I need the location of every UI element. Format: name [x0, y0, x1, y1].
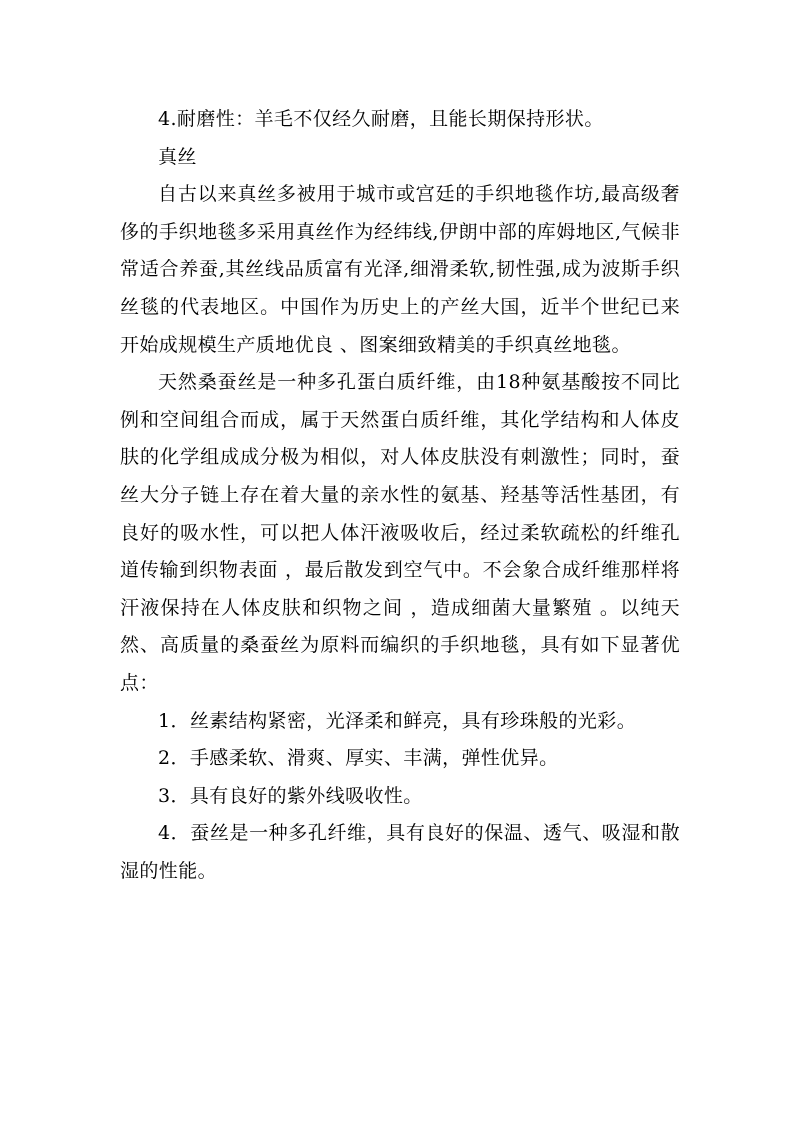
paragraph-wool-abrasion: 4.耐磨性：羊毛不仅经久耐磨，且能长期保持形状。 [158, 108, 604, 130]
paragraph-mulberry-silk: 天然桑蚕丝是一种多孔蛋白质纤维，由18种氨基酸按不同比例和空间组合而成，属于天然蛋白质纤维，其化学结构和人体皮肤的化学组成成分极为相似，对人体皮肤没有刺激性；同时，蚕丝大分子链上存在着大量的亲水性的氨基、羟基等活性基团，有良好的吸水性，可以把人体汗液吸收后，经过柔软疏松的纤维孔道传输到织物表面 ，最后散发到空气中。不会象合成纤维那样将汗液保持在人体皮肤和织物之间 ，造成细菌大量繁殖 。以纯天然、高质量的桑蚕丝为原料而编织的手织地毯，具有如下显著优点： [120, 371, 680, 694]
paragraph-silk-history: 自古以来真丝多被用于城市或宫廷的手织地毯作坊,最高级奢侈的手织地毯多采用真丝作为经纬线,伊朗中部的库姆地区,气候非常适合养蚕,其丝线品质富有光泽,细滑柔软,韧性强,成为波斯手织丝毯的代表地区。中国作为历史上的产丝大国，近半个世纪已来开始成规模生产质地优良 、图案细致精美的手织真丝地毯。 [120, 183, 680, 356]
list-item-2: 2．手感柔软、滑爽、厚实、丰满，弹性优异。 [158, 747, 559, 770]
section-heading-silk: 真丝 [158, 145, 197, 168]
document-body [120, 101, 680, 890]
list-item-1: 1．丝素结构紧密，光泽柔和鲜亮，具有珍珠般的光彩。 [158, 709, 637, 732]
list-item-4: 4．蚕丝是一种多孔纤维，具有良好的保温、透气、吸湿和散湿的性能。 [120, 822, 680, 882]
list-item-3: 3．具有良好的紫外线吸收性。 [158, 784, 423, 807]
